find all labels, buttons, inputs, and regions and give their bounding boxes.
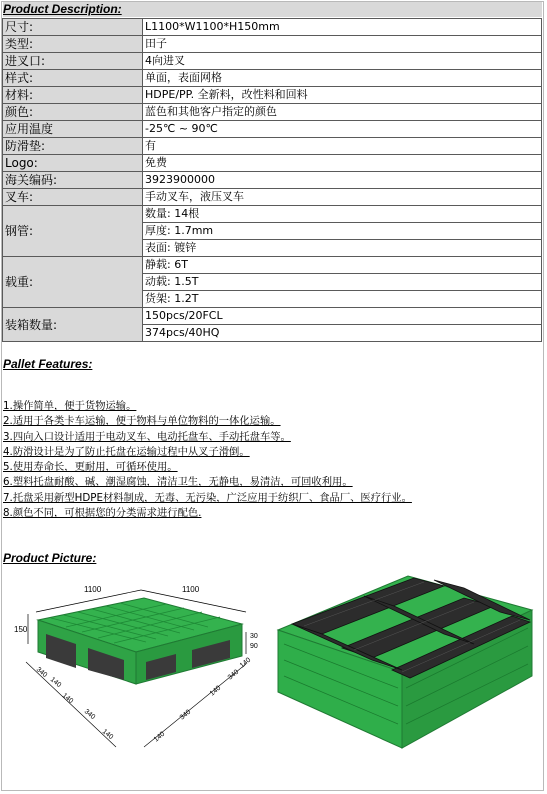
dim-label: 340 [34,666,49,680]
spec-value: 动载: 1.5T [143,274,542,291]
dim-length-label: 1100 [84,585,102,594]
dim-label: 140 [238,656,253,670]
dim-label: 140 [208,684,223,698]
dim-label: 340 [82,708,97,722]
spec-row [3,104,542,121]
dim-label: 140 [60,692,75,706]
spec-label: 装箱数量: [3,308,143,342]
spec-row [3,70,542,87]
spec-value: 数量: 14根 [143,206,542,223]
spec-value: 374pcs/40HQ [143,325,542,342]
spec-value: 田子 [143,36,542,53]
spec-label: Logo: [3,155,143,172]
dim-label: 340 [226,668,241,682]
feature-item: 7.托盘采用新型HDPE材料制成，无毒、无污染，广泛应用于纺织厂、食品厂、医疗行业。 [3,491,412,504]
spec-row [3,189,542,206]
spec-value: L1100*W1100*H150mm [143,19,542,36]
dim-width-label: 1100 [182,585,200,594]
spec-row [3,206,542,223]
spec-value: 150pcs/20FCL [143,308,542,325]
spec-value: HDPE/PP. 全新料，改性料和回料 [143,87,542,104]
spec-label: 材料: [3,87,143,104]
spec-row [3,53,542,70]
dim-leg-label: 90 [250,643,258,650]
spec-label: 叉车: [3,189,143,206]
spec-label: 钢管: [3,206,143,257]
spec-row [3,308,542,325]
pallet-features-heading: Pallet Features: [3,357,93,371]
feature-item: 3.四向入口设计适用于电动叉车、电动托盘车、手动托盘车等。 [3,430,291,443]
spec-row [3,19,542,36]
feature-list [3,399,541,521]
pallet-underside-photo [274,572,536,752]
spec-value: 静载: 6T [143,257,542,274]
dim-label: 140 [100,728,115,742]
dim-label: 140 [152,730,167,744]
spec-value: 4向进叉 [143,53,542,70]
spec-row [3,87,542,104]
spec-row [3,121,542,138]
spec-label: 颜色: [3,104,143,121]
feature-item: 4.防滑设计是为了防止托盘在运输过程中从叉子滑倒。 [3,445,250,458]
feature-item: 5.使用寿命长，更耐用，可循环使用。 [3,461,178,474]
spec-label: 样式: [3,70,143,87]
pallet-dimension-diagram [6,572,266,752]
spec-row [3,36,542,53]
spec-value: 手动叉车，液压叉车 [143,189,542,206]
feature-item: 2.适用于各类卡车运输，便于物料与单位物料的一体化运输。 [3,415,281,428]
spec-table [2,18,542,342]
feature-item: 8.颜色不同，可根据您的分类需求进行配色. [3,507,202,520]
spec-label: 应用温度 [3,121,143,138]
spec-label: 防滑垫: [3,138,143,155]
spec-label: 进叉口: [3,53,143,70]
spec-label: 类型: [3,36,143,53]
product-description-heading: Product Description: [3,2,542,17]
dim-label: 340 [178,708,193,722]
spec-label: 海关编码: [3,172,143,189]
spec-value: 有 [143,138,542,155]
spec-value: 单面，表面网格 [143,70,542,87]
feature-item: 6.塑料托盘耐酸、碱、潮湿腐蚀，清洁卫生，无静电，易清洁，可回收利用。 [3,476,353,489]
feature-item: 1.操作简单，便于货物运输。 [3,400,137,412]
spec-row [3,257,542,274]
spec-value: -25℃ ~ 90℃ [143,121,542,138]
dim-deck-label: 30 [250,633,258,640]
spec-label: 载重: [3,257,143,308]
spec-row [3,155,542,172]
spec-value: 厚度: 1.7mm [143,223,542,240]
spec-value: 货架: 1.2T [143,291,542,308]
dim-height-label: 150 [14,625,28,634]
spec-value: 表面: 镀锌 [143,240,542,257]
dim-label: 140 [48,676,63,690]
spec-label: 尺寸: [3,19,143,36]
spec-value: 蓝色和其他客户指定的颜色 [143,104,542,121]
spec-value: 免费 [143,155,542,172]
spec-row [3,172,542,189]
product-picture-heading: Product Picture: [3,551,97,565]
spec-row [3,138,542,155]
spec-value: 3923900000 [143,172,542,189]
